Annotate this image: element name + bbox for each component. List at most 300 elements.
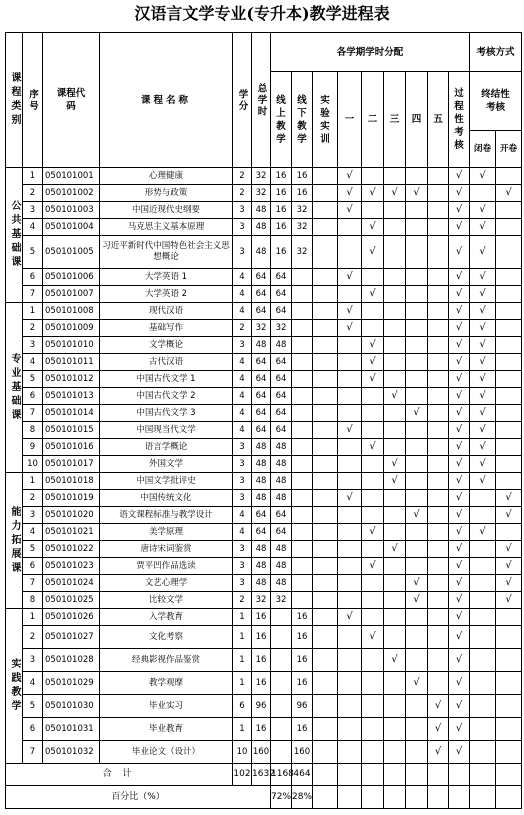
semester-cell — [428, 185, 449, 202]
credit-cell: 2 — [233, 320, 252, 337]
table-row — [6, 558, 522, 575]
seq-cell: 5 — [23, 695, 43, 718]
credit-cell: 1 — [233, 649, 252, 672]
code-cell: 050101005 — [43, 236, 100, 269]
course-name-cell: 毕业论文（设计） — [100, 741, 233, 764]
hours-cell: 48 — [252, 439, 271, 456]
credit-cell: 4 — [233, 269, 252, 286]
semester-cell: √ — [406, 507, 428, 524]
semester-cell — [384, 741, 406, 764]
seq-cell: 3 — [23, 649, 43, 672]
seq-cell: 6 — [23, 269, 43, 286]
semester-cell — [384, 405, 406, 422]
open-check-cell — [496, 168, 522, 185]
online-cell: 16 — [271, 219, 292, 236]
offline-cell — [292, 354, 313, 371]
header-semester-3: 三 — [384, 72, 406, 168]
semester-cell — [406, 303, 428, 320]
semester-cell — [384, 168, 406, 185]
closed-check-cell: √ — [470, 405, 496, 422]
semester-cell — [428, 337, 449, 354]
open-check-cell — [496, 741, 522, 764]
semester-cell — [406, 609, 428, 626]
semester-cell — [384, 609, 406, 626]
semester-cell — [362, 456, 384, 473]
semester-cell — [384, 286, 406, 303]
empty-cell — [470, 786, 496, 809]
course-name-cell: 比较文学 — [100, 592, 233, 609]
process-check-cell: √ — [449, 609, 470, 626]
practice-cell — [313, 558, 338, 575]
semester-cell — [406, 558, 428, 575]
course-name-cell: 毕业教育 — [100, 718, 233, 741]
open-check-cell — [496, 303, 522, 320]
semester-cell — [406, 741, 428, 764]
process-check-cell: √ — [449, 269, 470, 286]
closed-check-cell — [470, 718, 496, 741]
course-name-cell: 教学观摩 — [100, 672, 233, 695]
credit-cell: 2 — [233, 168, 252, 185]
table-row — [6, 236, 522, 269]
seq-cell: 4 — [23, 524, 43, 541]
offline-cell: 32 — [292, 236, 313, 269]
semester-cell — [428, 649, 449, 672]
semester-cell — [406, 695, 428, 718]
semester-cell — [428, 439, 449, 456]
credit-cell: 3 — [233, 236, 252, 269]
credit-cell: 4 — [233, 507, 252, 524]
course-name-cell: 文艺心理学 — [100, 575, 233, 592]
semester-cell: √ — [406, 592, 428, 609]
process-check-cell: √ — [449, 490, 470, 507]
course-name-cell: 中国古代文学 2 — [100, 388, 233, 405]
practice-cell — [313, 303, 338, 320]
practice-cell — [313, 337, 338, 354]
semester-cell — [406, 541, 428, 558]
code-cell: 050101008 — [43, 303, 100, 320]
semester-cell — [338, 649, 362, 672]
hours-cell: 48 — [252, 337, 271, 354]
code-cell: 050101026 — [43, 609, 100, 626]
offline-cell — [292, 490, 313, 507]
hours-cell: 16 — [252, 609, 271, 626]
hours-cell: 32 — [252, 185, 271, 202]
offline-cell: 96 — [292, 695, 313, 718]
semester-cell — [428, 490, 449, 507]
header-process: 过程性考核 — [449, 72, 470, 168]
header-semester-5: 五 — [428, 72, 449, 168]
code-cell: 050101013 — [43, 388, 100, 405]
table-row — [6, 405, 522, 422]
course-name-cell: 中国传统文化 — [100, 490, 233, 507]
online-cell: 48 — [271, 456, 292, 473]
open-check-cell — [496, 202, 522, 219]
code-cell: 050101017 — [43, 456, 100, 473]
seq-cell: 3 — [23, 507, 43, 524]
closed-check-cell: √ — [470, 168, 496, 185]
offline-cell — [292, 541, 313, 558]
semester-cell — [384, 439, 406, 456]
header-semester-4: 四 — [406, 72, 428, 168]
semester-cell — [406, 456, 428, 473]
semester-cell — [384, 575, 406, 592]
hours-cell: 48 — [252, 490, 271, 507]
credit-cell: 4 — [233, 388, 252, 405]
online-cell — [271, 695, 292, 718]
semester-cell — [338, 219, 362, 236]
semester-cell — [338, 541, 362, 558]
semester-cell — [384, 558, 406, 575]
open-check-cell — [496, 695, 522, 718]
practice-cell — [313, 541, 338, 558]
seq-cell: 6 — [23, 558, 43, 575]
offline-cell — [292, 269, 313, 286]
practice-cell — [313, 371, 338, 388]
total-hours: 1632 — [252, 764, 271, 786]
semester-cell — [362, 490, 384, 507]
closed-check-cell: √ — [470, 286, 496, 303]
code-cell: 050101018 — [43, 473, 100, 490]
hours-cell: 32 — [252, 320, 271, 337]
table-row — [6, 219, 522, 236]
process-check-cell: √ — [449, 286, 470, 303]
closed-check-cell — [470, 741, 496, 764]
table-row — [6, 695, 522, 718]
open-check-cell — [496, 672, 522, 695]
seq-cell: 10 — [23, 456, 43, 473]
seq-cell: 2 — [23, 490, 43, 507]
semester-cell: √ — [338, 269, 362, 286]
code-cell: 050101031 — [43, 718, 100, 741]
hours-cell: 64 — [252, 405, 271, 422]
semester-cell — [384, 592, 406, 609]
practice-cell — [313, 439, 338, 456]
offline-cell: 16 — [292, 649, 313, 672]
semester-cell — [384, 524, 406, 541]
code-cell: 050101010 — [43, 337, 100, 354]
credit-cell: 4 — [233, 354, 252, 371]
seq-cell: 8 — [23, 592, 43, 609]
category-label: 能力拓展课 — [6, 473, 23, 609]
credit-cell: 3 — [233, 490, 252, 507]
header-total-hours: 总学时 — [252, 33, 271, 168]
process-check-cell: √ — [449, 456, 470, 473]
hours-cell: 48 — [252, 456, 271, 473]
practice-cell — [313, 524, 338, 541]
semester-cell — [338, 524, 362, 541]
hours-cell: 64 — [252, 269, 271, 286]
practice-cell — [313, 388, 338, 405]
course-name-cell: 形势与政策 — [100, 185, 233, 202]
semester-cell — [362, 202, 384, 219]
closed-check-cell: √ — [470, 219, 496, 236]
credit-cell: 4 — [233, 524, 252, 541]
semester-cell — [428, 202, 449, 219]
code-cell: 050101025 — [43, 592, 100, 609]
hours-cell: 160 — [252, 741, 271, 764]
closed-check-cell — [470, 541, 496, 558]
semester-cell — [384, 202, 406, 219]
seq-cell: 9 — [23, 439, 43, 456]
semester-cell: √ — [384, 649, 406, 672]
hours-cell: 64 — [252, 371, 271, 388]
semester-cell — [406, 490, 428, 507]
semester-cell: √ — [338, 609, 362, 626]
semester-cell — [406, 718, 428, 741]
seq-cell: 2 — [23, 626, 43, 649]
code-cell: 050101028 — [43, 649, 100, 672]
empty-cell — [428, 786, 449, 809]
credit-cell: 2 — [233, 185, 252, 202]
table-row — [6, 337, 522, 354]
process-check-cell: √ — [449, 672, 470, 695]
practice-cell — [313, 236, 338, 269]
table-row — [6, 649, 522, 672]
empty-cell — [428, 764, 449, 786]
code-cell: 050101009 — [43, 320, 100, 337]
semester-cell: √ — [362, 337, 384, 354]
page-title: 汉语言文学专业(专升本)教学进程表 — [134, 4, 390, 23]
semester-cell — [384, 337, 406, 354]
code-cell: 050101012 — [43, 371, 100, 388]
semester-cell: √ — [362, 286, 384, 303]
semester-cell — [338, 558, 362, 575]
semester-cell — [384, 626, 406, 649]
semester-cell — [406, 354, 428, 371]
hours-cell: 32 — [252, 592, 271, 609]
semester-cell: √ — [406, 575, 428, 592]
course-name-cell: 中国古代文学 3 — [100, 405, 233, 422]
header-name: 课程名称 — [100, 33, 233, 168]
credit-cell: 4 — [233, 371, 252, 388]
hours-cell: 64 — [252, 524, 271, 541]
semester-cell — [428, 168, 449, 185]
online-cell: 64 — [271, 388, 292, 405]
seq-cell: 7 — [23, 405, 43, 422]
seq-cell: 4 — [23, 219, 43, 236]
offline-cell — [292, 371, 313, 388]
offline-cell: 16 — [292, 672, 313, 695]
total-offline: 464 — [292, 764, 313, 786]
hours-cell: 48 — [252, 575, 271, 592]
semester-cell: √ — [338, 202, 362, 219]
course-name-cell: 入学教育 — [100, 609, 233, 626]
practice-cell — [313, 592, 338, 609]
open-check-cell — [496, 439, 522, 456]
seq-cell: 5 — [23, 541, 43, 558]
credit-cell: 2 — [233, 592, 252, 609]
semester-cell — [428, 456, 449, 473]
open-check-cell — [496, 371, 522, 388]
semester-cell — [338, 371, 362, 388]
empty-cell — [449, 786, 470, 809]
code-cell: 050101011 — [43, 354, 100, 371]
semester-cell — [362, 672, 384, 695]
online-cell: 48 — [271, 337, 292, 354]
open-check-cell — [496, 236, 522, 269]
offline-cell — [292, 473, 313, 490]
online-cell — [271, 741, 292, 764]
online-cell — [271, 718, 292, 741]
online-cell — [271, 609, 292, 626]
credit-cell: 3 — [233, 439, 252, 456]
closed-check-cell — [470, 695, 496, 718]
hours-cell: 16 — [252, 672, 271, 695]
credit-cell: 1 — [233, 718, 252, 741]
code-cell: 050101024 — [43, 575, 100, 592]
credit-cell: 3 — [233, 456, 252, 473]
process-check-cell: √ — [449, 592, 470, 609]
offline-cell: 16 — [292, 185, 313, 202]
offline-cell — [292, 439, 313, 456]
offline-cell: 160 — [292, 741, 313, 764]
open-check-cell — [496, 354, 522, 371]
semester-cell: √ — [406, 405, 428, 422]
semester-cell: √ — [384, 185, 406, 202]
code-cell: 050101002 — [43, 185, 100, 202]
hours-cell: 48 — [252, 558, 271, 575]
closed-check-cell — [470, 649, 496, 672]
semester-cell — [428, 405, 449, 422]
semester-cell — [428, 219, 449, 236]
semester-cell — [406, 388, 428, 405]
header-seq: 序号 — [23, 33, 43, 168]
course-name-cell: 中国近现代史纲要 — [100, 202, 233, 219]
total-credit: 102 — [233, 764, 252, 786]
semester-cell — [362, 405, 384, 422]
semester-cell — [338, 405, 362, 422]
online-cell: 64 — [271, 354, 292, 371]
practice-cell — [313, 456, 338, 473]
credit-cell: 4 — [233, 405, 252, 422]
open-check-cell — [496, 269, 522, 286]
semester-cell: √ — [362, 185, 384, 202]
closed-check-cell: √ — [470, 371, 496, 388]
semester-cell: √ — [338, 185, 362, 202]
course-name-cell: 贾平凹作品选读 — [100, 558, 233, 575]
empty-cell — [496, 786, 522, 809]
open-check-cell — [496, 473, 522, 490]
offline-cell — [292, 422, 313, 439]
open-check-cell — [496, 219, 522, 236]
course-name-cell: 大学英语 2 — [100, 286, 233, 303]
credit-cell: 3 — [233, 558, 252, 575]
semester-cell — [406, 473, 428, 490]
category-label: 公共基础课 — [6, 168, 23, 303]
empty-cell — [313, 786, 338, 809]
table-row — [6, 524, 522, 541]
code-cell: 050101021 — [43, 524, 100, 541]
empty-cell — [362, 786, 384, 809]
header-credit: 学分 — [233, 33, 252, 168]
hours-cell: 16 — [252, 649, 271, 672]
closed-check-cell: √ — [470, 202, 496, 219]
closed-check-cell — [470, 507, 496, 524]
semester-cell — [384, 718, 406, 741]
semester-cell: √ — [338, 320, 362, 337]
offline-cell — [292, 592, 313, 609]
open-check-cell: √ — [496, 558, 522, 575]
table-row — [6, 168, 522, 185]
header-practice: 实验实训 — [313, 72, 338, 168]
course-name-cell: 美学原理 — [100, 524, 233, 541]
offline-cell — [292, 575, 313, 592]
credit-cell: 3 — [233, 575, 252, 592]
semester-cell — [406, 202, 428, 219]
practice-cell — [313, 741, 338, 764]
practice-cell — [313, 269, 338, 286]
practice-cell — [313, 202, 338, 219]
course-name-cell: 现代汉语 — [100, 303, 233, 320]
semester-cell — [362, 741, 384, 764]
semester-cell — [406, 320, 428, 337]
open-check-cell: √ — [496, 490, 522, 507]
semester-cell — [362, 649, 384, 672]
online-cell: 32 — [271, 320, 292, 337]
header-offline: 线下教学 — [292, 72, 313, 168]
semester-cell: √ — [384, 541, 406, 558]
closed-check-cell — [470, 672, 496, 695]
seq-cell: 7 — [23, 575, 43, 592]
header-semester-2: 二 — [362, 72, 384, 168]
semester-cell — [384, 219, 406, 236]
semester-cell — [406, 219, 428, 236]
open-check-cell — [496, 388, 522, 405]
practice-cell — [313, 695, 338, 718]
offline-cell — [292, 456, 313, 473]
course-name-cell: 心理健康 — [100, 168, 233, 185]
hours-cell: 16 — [252, 718, 271, 741]
semester-cell — [428, 269, 449, 286]
header-online: 线上教学 — [271, 72, 292, 168]
semester-cell — [428, 592, 449, 609]
semester-cell — [406, 626, 428, 649]
offline-cell — [292, 405, 313, 422]
code-cell: 050101003 — [43, 202, 100, 219]
header-category: 课程类别 — [6, 33, 23, 168]
process-check-cell: √ — [449, 185, 470, 202]
seq-cell: 5 — [23, 371, 43, 388]
semester-cell: √ — [338, 168, 362, 185]
semester-cell — [362, 388, 384, 405]
semester-cell — [428, 236, 449, 269]
online-cell: 16 — [271, 185, 292, 202]
semester-cell — [362, 168, 384, 185]
hours-cell: 48 — [252, 473, 271, 490]
semester-cell — [428, 672, 449, 695]
total-label: 合 计 — [6, 764, 233, 786]
course-name-cell: 中国文学批评史 — [100, 473, 233, 490]
semester-cell — [406, 236, 428, 269]
course-name-cell: 马克思主义基本原理 — [100, 219, 233, 236]
process-check-cell: √ — [449, 202, 470, 219]
open-check-cell — [496, 718, 522, 741]
open-check-cell: √ — [496, 507, 522, 524]
online-cell: 64 — [271, 524, 292, 541]
closed-check-cell — [470, 185, 496, 202]
process-check-cell: √ — [449, 320, 470, 337]
closed-check-cell: √ — [470, 354, 496, 371]
course-name-cell: 经典影视作品鉴赏 — [100, 649, 233, 672]
semester-cell — [338, 592, 362, 609]
semester-cell — [428, 286, 449, 303]
semester-cell: √ — [362, 354, 384, 371]
code-cell: 050101007 — [43, 286, 100, 303]
closed-check-cell — [470, 490, 496, 507]
credit-cell: 1 — [233, 626, 252, 649]
semester-cell — [338, 672, 362, 695]
code-cell: 050101030 — [43, 695, 100, 718]
